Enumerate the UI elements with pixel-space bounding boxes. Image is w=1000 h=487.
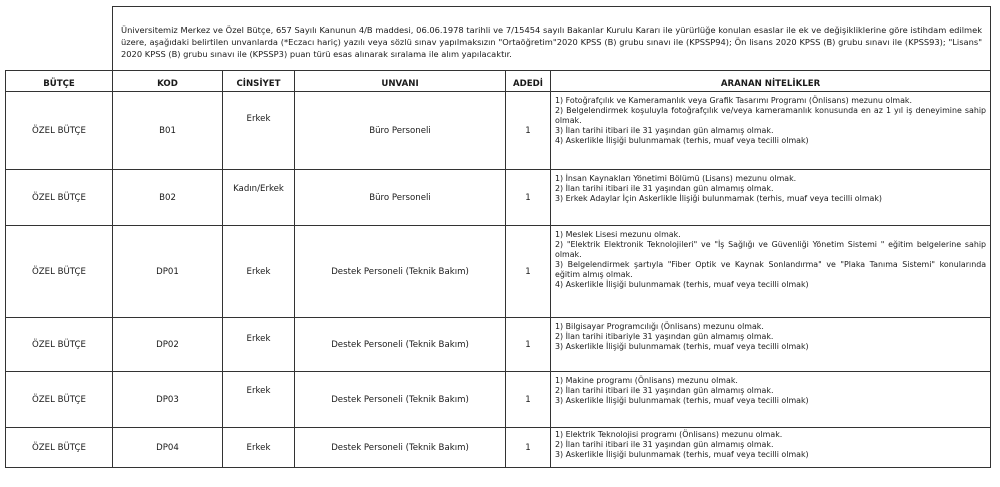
table-row: [6, 428, 991, 468]
qualifications-cell: [551, 428, 991, 468]
table-row: [6, 92, 991, 170]
qualification-item: 2) İlan tarihi itibariyle 31 yaşından gün almamış olmak.: [555, 332, 774, 341]
gender-cell: Erkek: [223, 226, 295, 318]
intro-blank-cell: [6, 7, 113, 71]
qualifications-cell: [551, 170, 991, 226]
header-budget: BÜTÇE: [6, 71, 113, 92]
count-cell: 1: [506, 226, 551, 318]
header-gender: CİNSİYET: [223, 71, 295, 92]
header-count: ADEDİ: [506, 71, 551, 92]
qualification-item: 3) Askerlikle İlişiği bulunmamak (terhis, muaf veya tecilli olmak): [555, 450, 809, 459]
header-code: KOD: [113, 71, 223, 92]
intro-row: [6, 7, 991, 71]
qualification-item: 3) İlan tarihi itibari ile 31 yaşından gün almamış olmak.: [555, 126, 774, 135]
job-table: [5, 6, 991, 468]
count-cell: 1: [506, 318, 551, 372]
table-row: [6, 170, 991, 226]
qualifications-cell: [551, 318, 991, 372]
qualification-item: 4) Askerlikle İlişiği bulunmamak (terhis, muaf veya tecilli olmak): [555, 280, 809, 289]
budget-cell: ÖZEL BÜTÇE: [6, 372, 113, 428]
title-cell: Büro Personeli: [295, 170, 506, 226]
title-cell: Büro Personeli: [295, 92, 506, 170]
header-row: [6, 71, 991, 92]
title-cell: Destek Personeli (Teknik Bakım): [295, 428, 506, 468]
header-qualifications: ARANAN NİTELİKLER: [551, 71, 991, 92]
count-cell: 1: [506, 92, 551, 170]
table-row: [6, 372, 991, 428]
announcement-page: [5, 6, 990, 468]
code-cell: DP03: [113, 372, 223, 428]
qualification-item: 2) İlan tarihi itibari ile 31 yaşından gün almamış olmak.: [555, 440, 774, 449]
count-cell: 1: [506, 372, 551, 428]
qualification-item: 1) İnsan Kaynakları Yönetimi Bölümü (Lisans) mezunu olmak.: [555, 174, 797, 183]
qualifications-cell: [551, 92, 991, 170]
gender-cell: Erkek: [223, 372, 295, 428]
qualification-item: 2) "Elektrik Elektronik Teknolojileri" ve "İş Sağlığı ve Güvenliği Yönetim Sistemi " eğitim belgelerine sahip olmak.: [555, 240, 987, 259]
title-cell: Destek Personeli (Teknik Bakım): [295, 372, 506, 428]
gender-cell: Erkek: [223, 318, 295, 372]
budget-cell: ÖZEL BÜTÇE: [6, 170, 113, 226]
count-cell: 1: [506, 428, 551, 468]
qualifications-cell: [551, 226, 991, 318]
qualification-item: 3) Belgelendirmek şartıyla "Fiber Optik ve Kaynak Sonlandırma" ve "Plaka Tanıma Sistemi" konularında eğitim almış olmak.: [555, 260, 987, 279]
code-cell: DP02: [113, 318, 223, 372]
qualifications-cell: [551, 372, 991, 428]
table-row: [6, 318, 991, 372]
header-title: UNVANI: [295, 71, 506, 92]
budget-cell: ÖZEL BÜTÇE: [6, 92, 113, 170]
qualification-item: 1) Fotoğrafçılık ve Kameramanlık veya Grafik Tasarımı Programı (Önlisans) mezunu olmak.: [555, 96, 913, 105]
count-cell: 1: [506, 170, 551, 226]
gender-cell: Erkek: [223, 92, 295, 170]
qualification-item: 1) Makine programı (Önlisans) mezunu olmak.: [555, 376, 738, 385]
gender-cell: Kadın/Erkek: [223, 170, 295, 226]
qualification-item: 3) Askerlikle İlişiği bulunmamak (terhis, muaf veya tecilli olmak): [555, 396, 809, 405]
code-cell: B02: [113, 170, 223, 226]
code-cell: DP04: [113, 428, 223, 468]
budget-cell: ÖZEL BÜTÇE: [6, 428, 113, 468]
qualification-item: 1) Bilgisayar Programcılığı (Önlisans) mezunu olmak.: [555, 322, 764, 331]
qualification-item: 2) İlan tarihi itibari ile 31 yaşından gün almamış olmak.: [555, 184, 774, 193]
code-cell: DP01: [113, 226, 223, 318]
qualification-item: 1) Meslek Lisesi mezunu olmak.: [555, 230, 681, 239]
title-cell: Destek Personeli (Teknik Bakım): [295, 318, 506, 372]
qualification-item: 2) Belgelendirmek koşuluyla fotoğrafçılık ve/veya kameramanlık konusunda en az 1 yıl iş deneyimine sahip olmak.: [555, 106, 987, 125]
title-cell: Destek Personeli (Teknik Bakım): [295, 226, 506, 318]
gender-cell: Erkek: [223, 428, 295, 468]
budget-cell: ÖZEL BÜTÇE: [6, 226, 113, 318]
table-row: [6, 226, 991, 318]
intro-text: Üniversitemiz Merkez ve Özel Bütçe, 657 Sayılı Kanunun 4/B maddesi, 06.06.1978 tarihli ve 7/15454 sayılı Bakanlar Kurulu Kararı ile yürürlüğe konulan esaslar ile ek ve değişikliklerine göre istihdam edilmek üzere, aşağıdaki belirtilen unvanlarda (*Eczacı hariç) yazılı veya sözlü sınav yapılmaksızın "Ortaöğretim"2020 KPSS (B) grubu sınavı ile (KPSSP94); Ön lisans 2020 KPSS (B) grubu sınavı ile (KPSS93); "Lisans" 2020 KPSS (B) grubu sınavı ile (KPSSP3) puan türü esas alınarak sıralama ile alım yapılacaktır.: [113, 7, 991, 71]
budget-cell: ÖZEL BÜTÇE: [6, 318, 113, 372]
code-cell: B01: [113, 92, 223, 170]
qualification-item: 3) Askerlikle İlişiği bulunmamak (terhis, muaf veya tecilli olmak): [555, 342, 809, 351]
qualification-item: 3) Erkek Adaylar İçin Askerlikle İlişiği bulunmamak (terhis, muaf veya tecilli olmak): [555, 194, 882, 203]
qualification-item: 2) İlan tarihi itibari ile 31 yaşından gün almamış olmak.: [555, 386, 774, 395]
qualification-item: 4) Askerlikle İlişiği bulunmamak (terhis, muaf veya tecilli olmak): [555, 136, 809, 145]
qualification-item: 1) Elektrik Teknolojisi programı (Önlisans) mezunu olmak.: [555, 430, 783, 439]
